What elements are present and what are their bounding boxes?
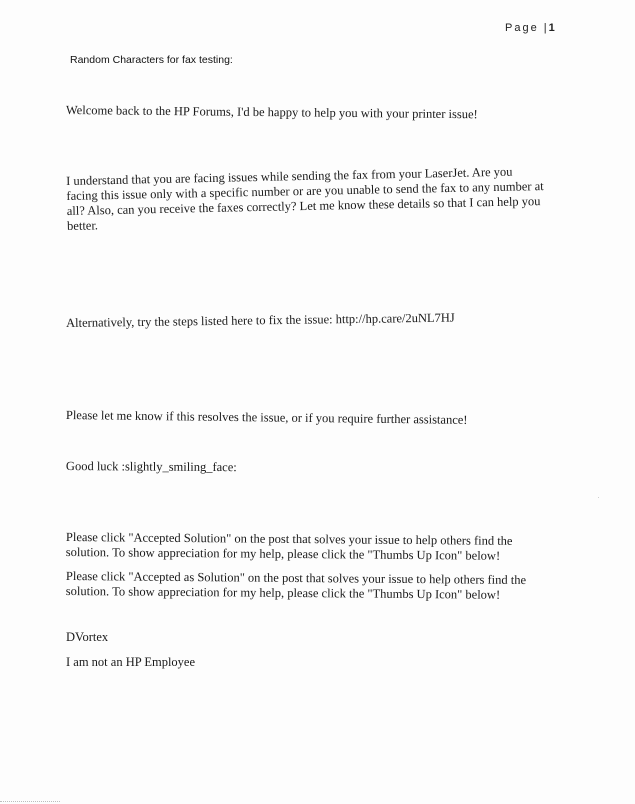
scan-edge-artifact <box>0 801 60 803</box>
accepted-as-solution-paragraph: Please click "Accepted as Solution" on the post that solves your issue to help others find the solution. To show appreciation for my help, please click the "Thumbs Up Icon" below! <box>65 569 527 602</box>
issue-question-paragraph: I understand that you are facing issues while sending the fax from your LaserJet. Are you facing this issue only with a specific number or are you unable to send the fax to any number at all? Also, can you receive the faxes correctly? Let me know these details so that I can help you better. <box>66 164 544 233</box>
alternative-steps-paragraph: Alternatively, try the steps listed here to fix the issue: http://hp.care/2uNL7HJ <box>66 310 455 330</box>
document-heading: Random Characters for fax testing: <box>70 54 233 66</box>
accepted-solution-paragraph: Please click "Accepted Solution" on the post that solves your issue to help others find the solution. To show appreciation for my help, please click the "Thumbs Up Icon" below! <box>65 530 513 563</box>
page-number: 1 <box>548 22 555 34</box>
page-number-header <box>505 22 555 34</box>
welcome-paragraph: Welcome back to the HP Forums, I'd be happy to help you with your printer issue! <box>65 103 478 122</box>
signature-disclaimer: I am not an HP Employee <box>66 655 196 669</box>
signature-name: DVortex <box>66 630 109 644</box>
follow-up-paragraph: Please let me know if this resolves the issue, or if you require further assistance! <box>65 408 468 427</box>
good-luck-line: Good luck :slightly_smiling_face: <box>65 459 237 475</box>
page-label: Page | <box>505 22 549 34</box>
scan-speck <box>598 497 599 498</box>
